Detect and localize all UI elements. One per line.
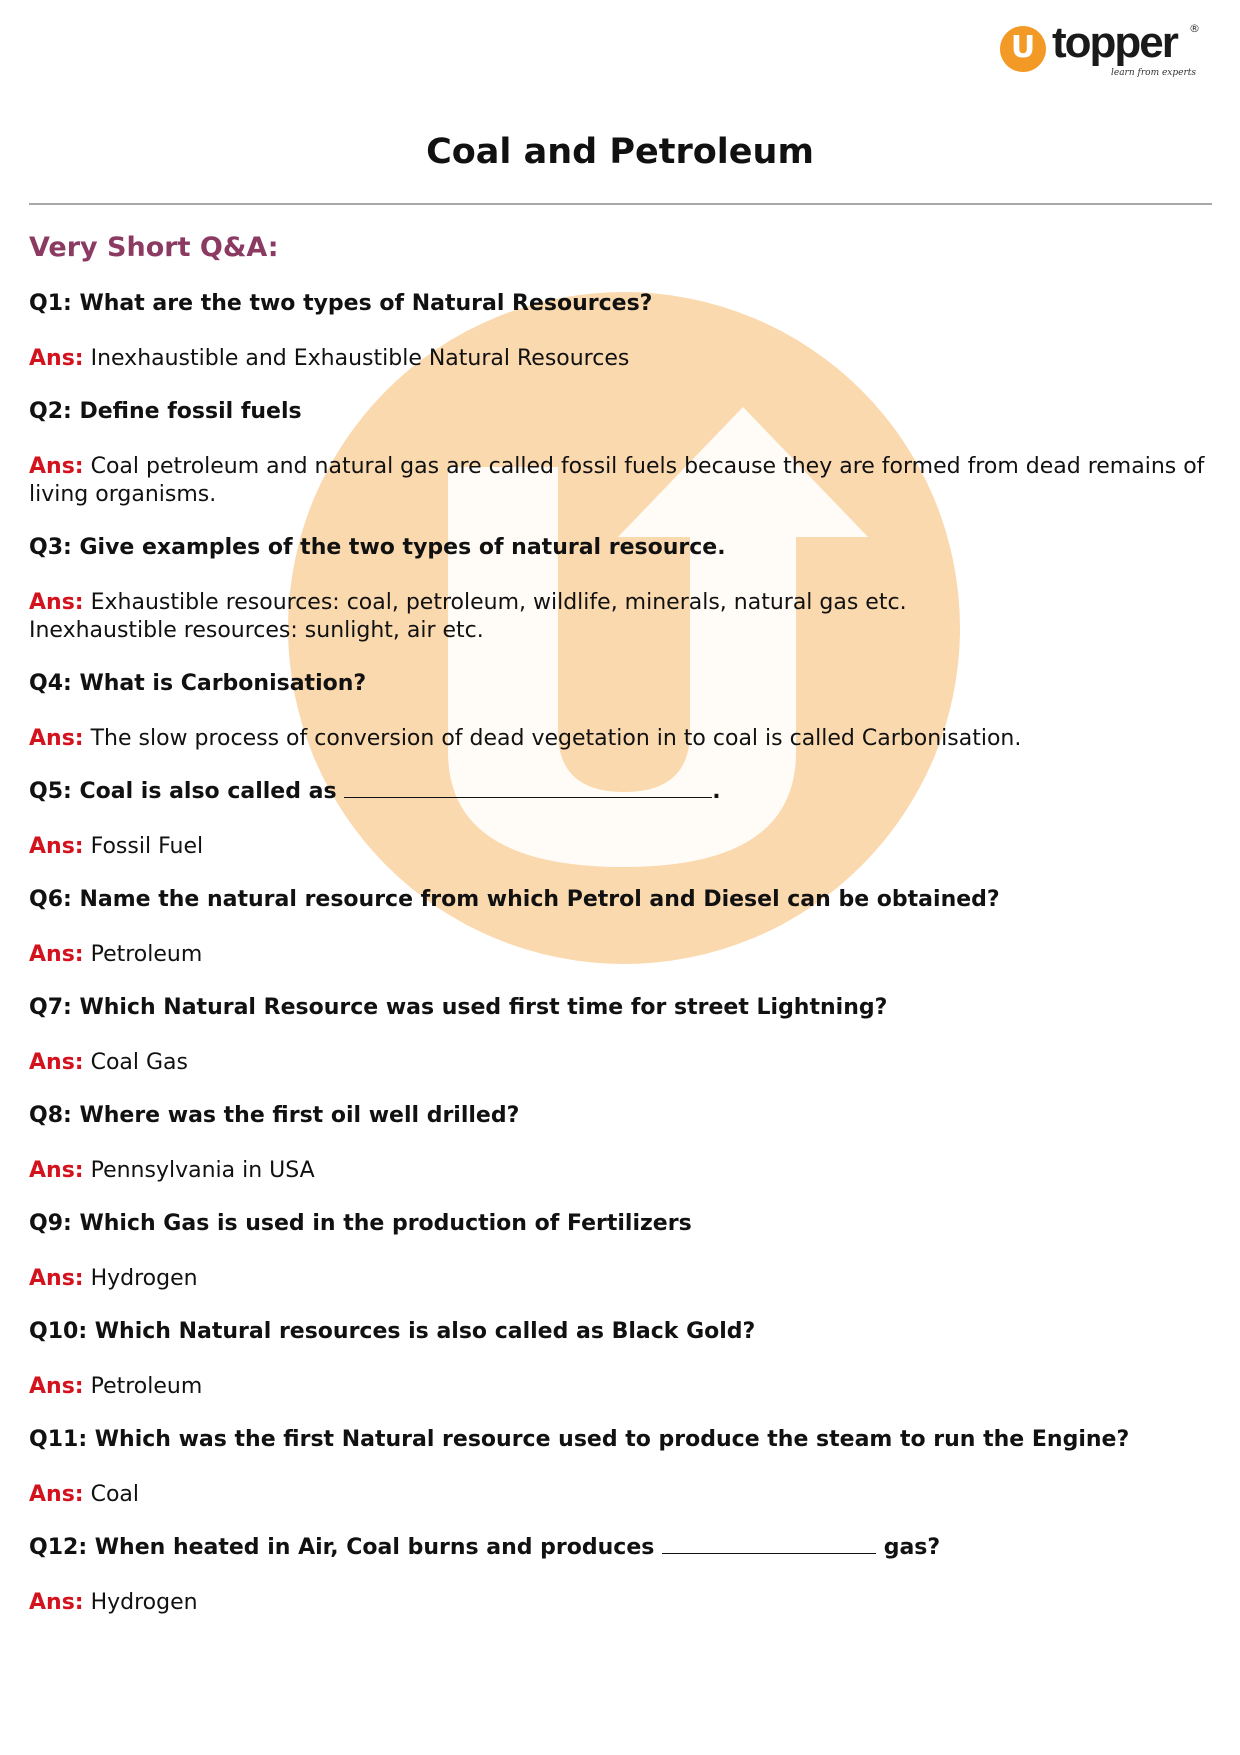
qa-item xyxy=(29,885,1212,969)
answer-text: Coal Gas xyxy=(90,1050,188,1075)
qa-item xyxy=(29,1425,1212,1509)
fill-in-blank xyxy=(662,1535,876,1554)
qa-item xyxy=(29,289,1212,373)
answer-text: Coal xyxy=(90,1482,140,1507)
answer-label: Ans: xyxy=(29,1482,84,1507)
answer-label: Ans: xyxy=(29,726,84,751)
title-divider xyxy=(29,203,1212,205)
answer xyxy=(29,1481,1212,1509)
question: Q10: Which Natural resources is also called as Black Gold? xyxy=(29,1319,756,1344)
question: Q11: Which was the first Natural resource used to produce the steam to run the Engine? xyxy=(29,1427,1130,1452)
qa-item xyxy=(29,397,1212,509)
qa-item xyxy=(29,993,1212,1077)
logo-tagline: learn from experts xyxy=(1110,68,1196,78)
qa-item xyxy=(29,1533,1212,1617)
question: Q1: What are the two types of Natural Resources? xyxy=(29,291,653,316)
answer-text: Coal petroleum and natural gas are called fossil fuels because they are formed from dead remains of living organisms. xyxy=(29,454,1205,507)
answer-text-line-2: Inexhaustible resources: sunlight, air etc. xyxy=(29,618,484,643)
answer-text: Fossil Fuel xyxy=(90,834,204,859)
qa-list xyxy=(29,289,1212,1641)
question: Q2: Define fossil fuels xyxy=(29,399,302,424)
topper-logo xyxy=(1000,18,1200,88)
logo-badge-icon: U xyxy=(1000,26,1046,72)
section-title: Very Short Q&A: xyxy=(29,232,279,263)
answer-label: Ans: xyxy=(29,1590,84,1615)
answer xyxy=(29,1049,1212,1077)
answer-text: Exhaustible resources: coal, petroleum, wildlife, minerals, natural gas etc. xyxy=(90,590,907,615)
answer-label: Ans: xyxy=(29,942,84,967)
answer-text: The slow process of conversion of dead vegetation in to coal is called Carbonisation. xyxy=(90,726,1022,751)
answer xyxy=(29,1265,1212,1293)
qa-item xyxy=(29,1317,1212,1401)
answer xyxy=(29,941,1212,969)
registered-mark: ® xyxy=(1189,22,1200,35)
answer-label: Ans: xyxy=(29,590,84,615)
qa-item xyxy=(29,777,1212,861)
answer-label: Ans: xyxy=(29,346,84,371)
question: Q7: Which Natural Resource was used first time for street Lightning? xyxy=(29,995,888,1020)
answer xyxy=(29,589,1212,645)
answer-text: Hydrogen xyxy=(90,1266,198,1291)
answer-label: Ans: xyxy=(29,1266,84,1291)
question xyxy=(29,777,1212,807)
question: Q4: What is Carbonisation? xyxy=(29,671,367,696)
answer xyxy=(29,345,1212,373)
answer-text: Hydrogen xyxy=(90,1590,198,1615)
question: Q8: Where was the first oil well drilled? xyxy=(29,1103,520,1128)
answer-text: Petroleum xyxy=(90,942,203,967)
qa-item xyxy=(29,1209,1212,1293)
qa-item xyxy=(29,1101,1212,1185)
question: Q3: Give examples of the two types of natural resource. xyxy=(29,535,726,560)
answer-label: Ans: xyxy=(29,1374,84,1399)
answer-text: Inexhaustible and Exhaustible Natural Resources xyxy=(90,346,630,371)
answer-text: Petroleum xyxy=(90,1374,203,1399)
question: Q6: Name the natural resource from which Petrol and Diesel can be obtained? xyxy=(29,887,1000,912)
question: Q9: Which Gas is used in the production of Fertilizers xyxy=(29,1211,692,1236)
answer xyxy=(29,725,1212,753)
answer xyxy=(29,1589,1212,1617)
answer xyxy=(29,833,1212,861)
question-text-end: . xyxy=(712,779,721,804)
answer xyxy=(29,1373,1212,1401)
answer-label: Ans: xyxy=(29,1050,84,1075)
answer-label: Ans: xyxy=(29,834,84,859)
answer xyxy=(29,1157,1212,1185)
question-text: Q5: Coal is also called as xyxy=(29,779,337,804)
answer-text: Pennsylvania in USA xyxy=(90,1158,315,1183)
answer-label: Ans: xyxy=(29,454,84,479)
qa-item xyxy=(29,669,1212,753)
question-text: Q12: When heated in Air, Coal burns and produces xyxy=(29,1535,655,1560)
question xyxy=(29,1533,1212,1563)
question-text-end: gas? xyxy=(883,1535,941,1560)
qa-item xyxy=(29,533,1212,645)
logo-wordmark: topper xyxy=(1052,18,1177,67)
page-title: Coal and Petroleum xyxy=(426,132,814,172)
answer-label: Ans: xyxy=(29,1158,84,1183)
fill-in-blank xyxy=(344,779,712,798)
answer xyxy=(29,453,1212,509)
